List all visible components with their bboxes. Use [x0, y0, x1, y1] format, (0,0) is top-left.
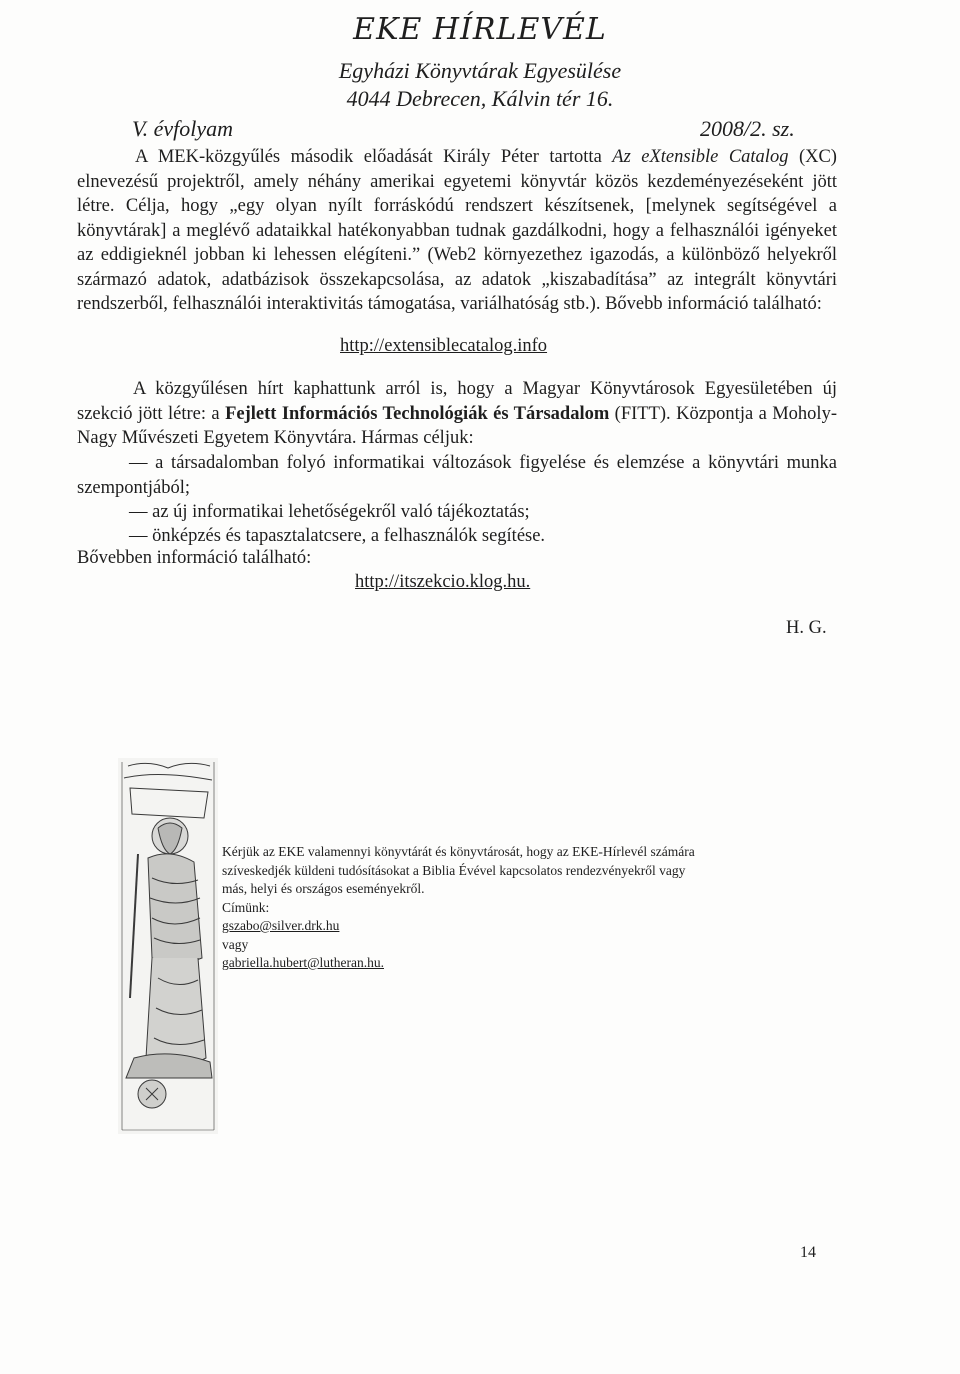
more-info-label: Bővebben információ található:: [77, 548, 312, 568]
article-xc-text-1: A MEK-közgyűlés második előadását Király Péter tartotta: [135, 147, 613, 167]
fitt-section-name: Fejlett Információs Technológiák és Társadalom: [225, 403, 610, 424]
article-xc-text-2: (XC) elnevezésű projektről, amely néhány amerikai egyetemi könyvtár közös kezdeményezéseként jött létre. Célja, hogy „egy olyan nyílt forráskódú rendszert készítsenek, [melynek segítségével a könyvtárak] a meglévő adataikkal hatékonyabban tudnak gazdálkodni, hogy a felhasználói igényeket az eddigieknél jobban ki lehessen elégíteni.” (Web2 környezethez igazodás, a különböző helyekről származó adatok, adatbázisok összekapcsolása, az adatok „kiszabadítása” az integrált könyvtári rendszerből, felhasználói interaktivitás támogatása, variálhatóság stb.). Bővebb információ található:: [77, 147, 837, 314]
volume-label: V. évfolyam: [132, 116, 234, 141]
article-fitt-paragraph: [77, 377, 837, 451]
notice-address-label: Címünk:: [222, 899, 270, 915]
page-number: 14: [800, 1244, 816, 1261]
notice-line: szíveskedjék küldeni tudósításokat a Biblia Évével kapcsolatos rendezvényekről vagy: [222, 862, 686, 878]
email-link-gszabo[interactable]: gszabo@silver.drk.hu: [222, 918, 340, 933]
goal-item: — az új informatikai lehetőségekről való tájékoztatás;: [129, 502, 530, 522]
itszekcio-link[interactable]: http://itszekcio.klog.hu.: [355, 572, 531, 592]
article-xc-title: Az eXtensible Catalog: [612, 147, 789, 167]
notice-or: vagy: [222, 936, 249, 952]
newsletter-title: EKE HÍRLEVÉL: [353, 12, 607, 47]
goal-item: — önképzés és tapasztalatcsere, a felhasználók segítése.: [129, 526, 546, 546]
saint-woodcut-image: [118, 758, 218, 1134]
email-link-hubert[interactable]: gabriella.hubert@lutheran.hu.: [222, 955, 384, 970]
goal-item: — a társadalomban folyó informatikai változások figyelése és elemzése a könyvtári munka szempontjából;: [77, 453, 837, 498]
contact-notice: [222, 843, 822, 973]
notice-line: más, helyi és országos eseményekről.: [222, 881, 425, 896]
author-signature: H. G.: [786, 618, 827, 638]
notice-line: Kérjük az EKE valamennyi könyvtárát és könyvtárosát, hogy az EKE-Hírlevél számára: [222, 844, 695, 859]
issue-label: 2008/2. sz.: [700, 116, 795, 141]
extensiblecatalog-link[interactable]: http://extensiblecatalog.info: [340, 336, 548, 356]
article-xc-paragraph: [77, 145, 837, 317]
organization-name: Egyházi Könyvtárak Egyesülése: [338, 58, 622, 83]
organization-address: 4044 Debrecen, Kálvin tér 16.: [346, 86, 614, 111]
article-fitt-text-2: (FITT). Központja a Moholy-Nagy Művészeti Egyetem Könyvtára. Hármas céljuk:: [77, 403, 837, 448]
article-fitt-text-1: A közgyűlésen hírt kaphattunk arról is, hogy a Magyar Könyvtárosok Egyesületében új szekció jött létre: a: [77, 379, 837, 424]
